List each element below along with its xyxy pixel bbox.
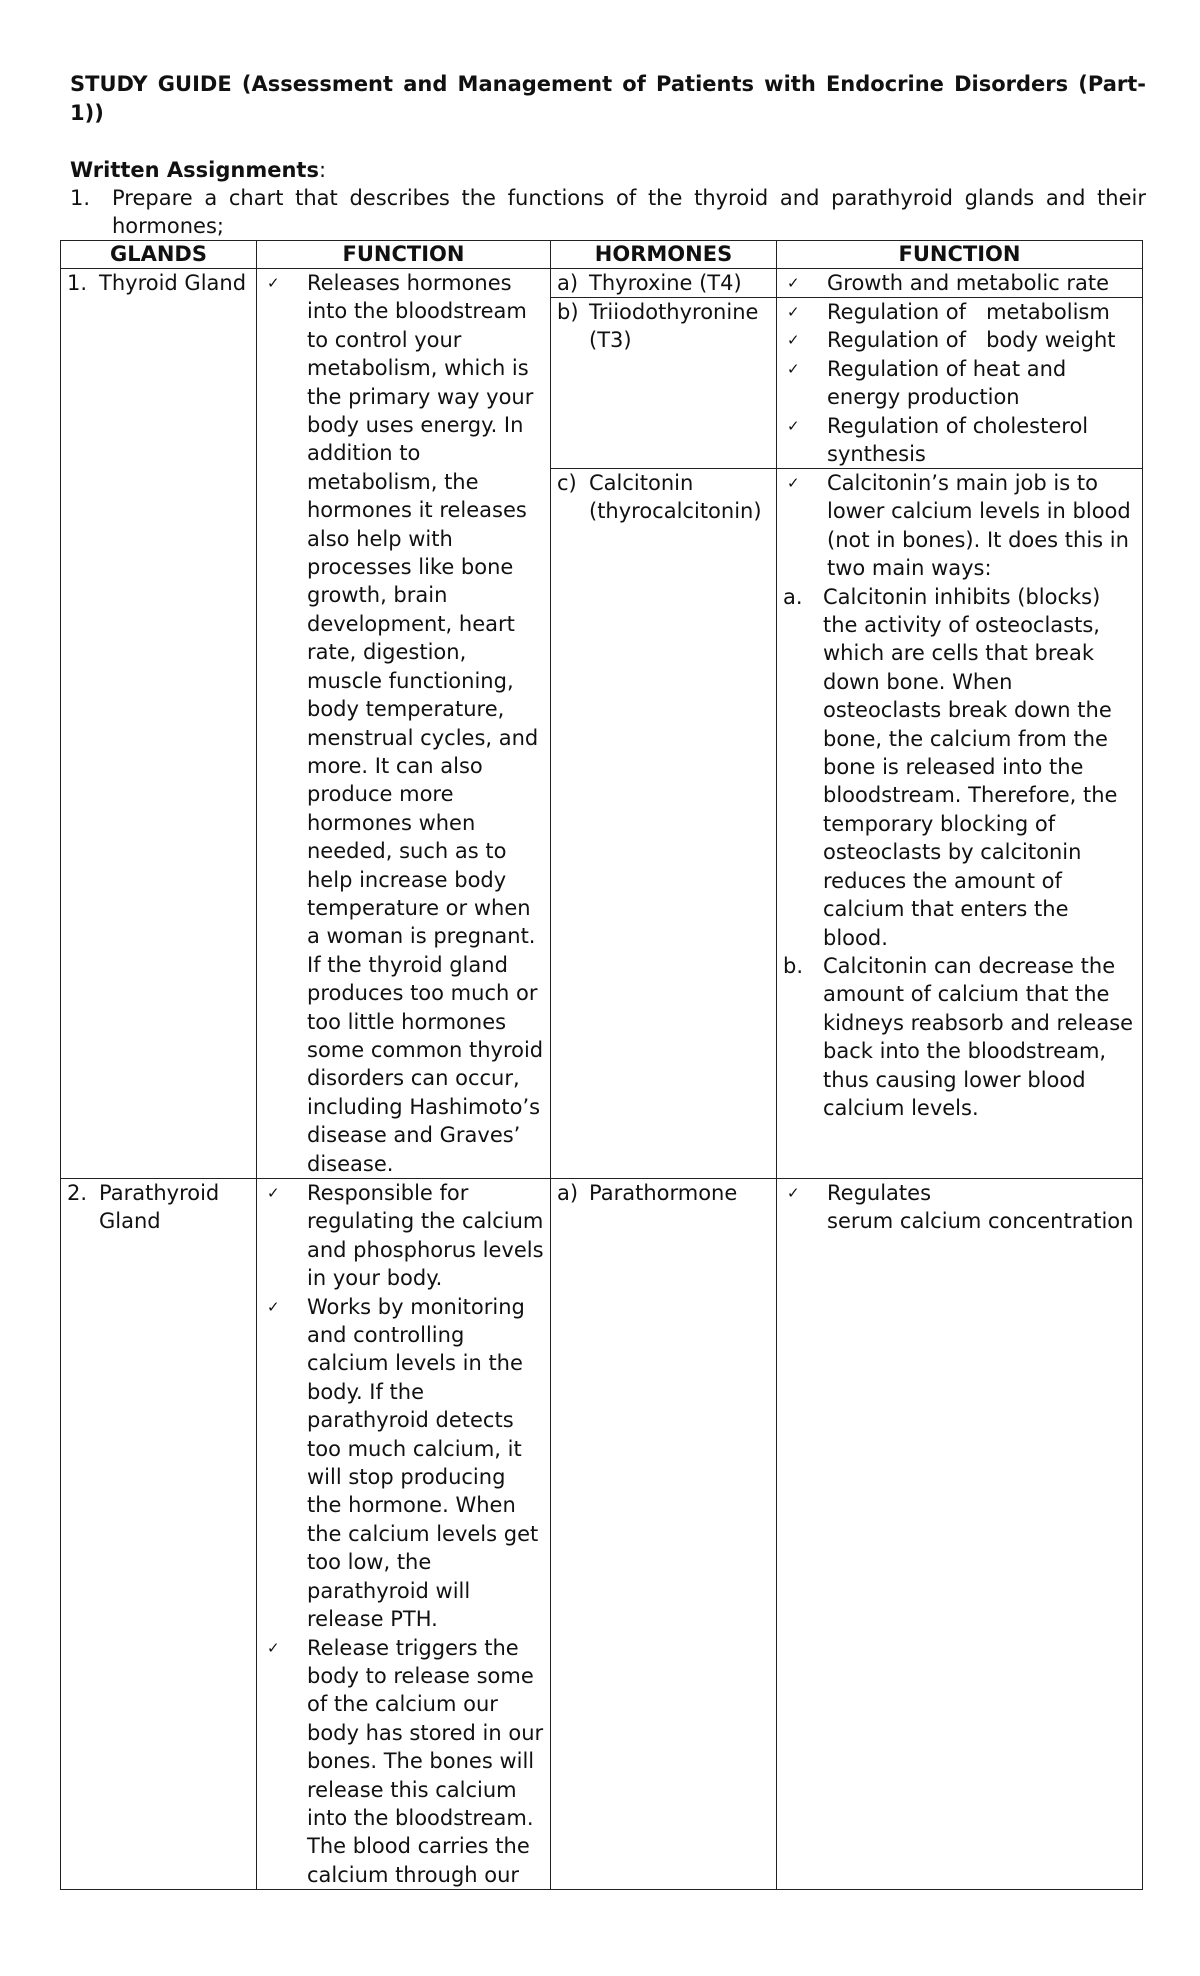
header-hormone-function: FUNCTION bbox=[777, 241, 1143, 269]
written-assignments-heading bbox=[70, 156, 1146, 184]
instruction-item bbox=[70, 184, 1146, 240]
hormone-name-t4: Thyroxine (T4) bbox=[589, 271, 742, 295]
check-icon: ✓ bbox=[267, 1297, 280, 1316]
check-icon: ✓ bbox=[787, 303, 800, 321]
hormone-letter: a) bbox=[557, 271, 579, 295]
calcitonin-way-letter: a. bbox=[783, 584, 803, 609]
check-icon: ✓ bbox=[267, 1638, 280, 1657]
check-icon: ✓ bbox=[787, 359, 800, 378]
thyroid-function-text: Releases hormones into the bloodstream to control your metabolism, which is the primary way your body uses energy. In addition to metabolism, the hormones it releases also help with processes like bone growth, brain development, heart rate, digestion, muscle functioning, body temperature, menstrual cycles, and more. It can also produce more hormones when needed, such as to help increase body temperature or when a woman is pregnant. If the thyroid gland produces too much or too little hormones some common thyroid disorders can occur, including Hashimoto’s disease and Graves’ disease. bbox=[307, 271, 544, 1176]
parathyroid-function-cell bbox=[257, 1179, 551, 1890]
thyroid-gland-name: Thyroid Gland bbox=[99, 271, 247, 295]
hormone-letter: c) bbox=[557, 471, 577, 495]
parathormone-function-line1: Regulates bbox=[827, 1181, 932, 1205]
check-icon: ✓ bbox=[787, 1184, 800, 1202]
calcitonin-intro: Calcitonin’s main job is to lower calcium levels in blood (not in bones). It does this in two main ways: bbox=[827, 471, 1131, 581]
thyroid-function-cell bbox=[257, 269, 551, 1179]
thyroid-hormones-cell bbox=[551, 269, 777, 1179]
calcitonin-way-text: Calcitonin inhibits (blocks) the activity of osteoclasts, which are cells that break down bone. When osteoclasts break down the bone, the calcium from the bone is released into the bloodstream. Therefore, the temporary blocking of osteoclasts by calcitonin reduces the amount of calcium that enters the blood. bbox=[823, 584, 1118, 950]
glands-chart-table bbox=[60, 240, 1143, 1890]
check-icon: ✓ bbox=[787, 416, 800, 435]
thyroid-gland-cell bbox=[61, 269, 257, 1179]
parathyroid-hormone-function-cell bbox=[777, 1179, 1143, 1890]
check-icon: ✓ bbox=[787, 474, 800, 492]
document-page bbox=[67, 70, 1146, 1890]
written-assignments-label: Written Assignments bbox=[70, 158, 319, 182]
header-hormones: HORMONES bbox=[551, 241, 777, 269]
table-row-thyroid bbox=[61, 269, 1143, 1179]
table-header-row bbox=[61, 241, 1143, 269]
written-assignments-colon: : bbox=[318, 158, 327, 182]
parathyroid-hormone-cell bbox=[551, 1179, 777, 1890]
table-row-parathyroid bbox=[61, 1179, 1143, 1890]
hormone-letter: b) bbox=[557, 300, 579, 324]
parathyroid-gland-number: 2. bbox=[67, 1181, 88, 1205]
calcitonin-way-text: Calcitonin can decrease the amount of calcium that the kidneys reabsorb and release back into the bloodstream, thus causing lower blood calcium levels. bbox=[823, 953, 1134, 1120]
header-function: FUNCTION bbox=[257, 241, 551, 269]
hormone-name-calcitonin: Calcitonin (thyrocalcitonin) bbox=[589, 471, 762, 524]
parathyroid-function-text: Responsible for regulating the calcium and phosphorus levels in your body. bbox=[307, 1181, 544, 1291]
document-title: STUDY GUIDE (Assessment and Management of Patients with Endocrine Disorders (Part-1)) bbox=[70, 72, 1146, 125]
hormone-name-t3: Triiodothyronine (T3) bbox=[589, 300, 759, 353]
hormone-name-parathormone: Parathormone bbox=[589, 1181, 738, 1205]
hormone-letter: a) bbox=[557, 1181, 579, 1205]
t3-function: Regulation of body weight bbox=[827, 328, 1116, 353]
calcitonin-way-letter: b. bbox=[783, 953, 804, 978]
t3-function: Regulation of heat and energy production bbox=[827, 356, 1067, 410]
check-icon: ✓ bbox=[787, 331, 800, 350]
check-icon: ✓ bbox=[787, 274, 800, 292]
thyroid-gland-number: 1. bbox=[67, 271, 88, 295]
thyroid-hormone-function-cell bbox=[777, 269, 1143, 1179]
header-glands: GLANDS bbox=[61, 241, 257, 269]
instruction-text: Prepare a chart that describes the functions of the thyroid and parathyroid glands and their hormones; bbox=[112, 186, 1146, 238]
check-icon: ✓ bbox=[267, 1184, 280, 1202]
parathormone-function-line2: serum calcium concentration bbox=[827, 1209, 1134, 1234]
parathyroid-gland-cell bbox=[61, 1179, 257, 1890]
check-icon: ✓ bbox=[267, 274, 280, 292]
t3-function: Regulation of metabolism bbox=[827, 300, 1110, 324]
parathyroid-gland-name: Parathyroid Gland bbox=[99, 1181, 220, 1234]
t3-function: Regulation of cholesterol synthesis bbox=[827, 413, 1089, 467]
parathyroid-function-text: Release triggers the body to release some of the calcium our body has stored in our bones. The bones will release this calcium into the bloodstream. The blood carries the calcium through our bbox=[307, 1635, 544, 1887]
parathyroid-function-text: Works by monitoring and controlling calcium levels in the body. If the parathyroid detects too much calcium, it will stop producing the hormone. When the calcium levels get too low, the parathyroid will release PTH. bbox=[307, 1294, 539, 1632]
instruction-number: 1. bbox=[70, 186, 91, 210]
t4-function: Growth and metabolic rate bbox=[827, 271, 1110, 295]
